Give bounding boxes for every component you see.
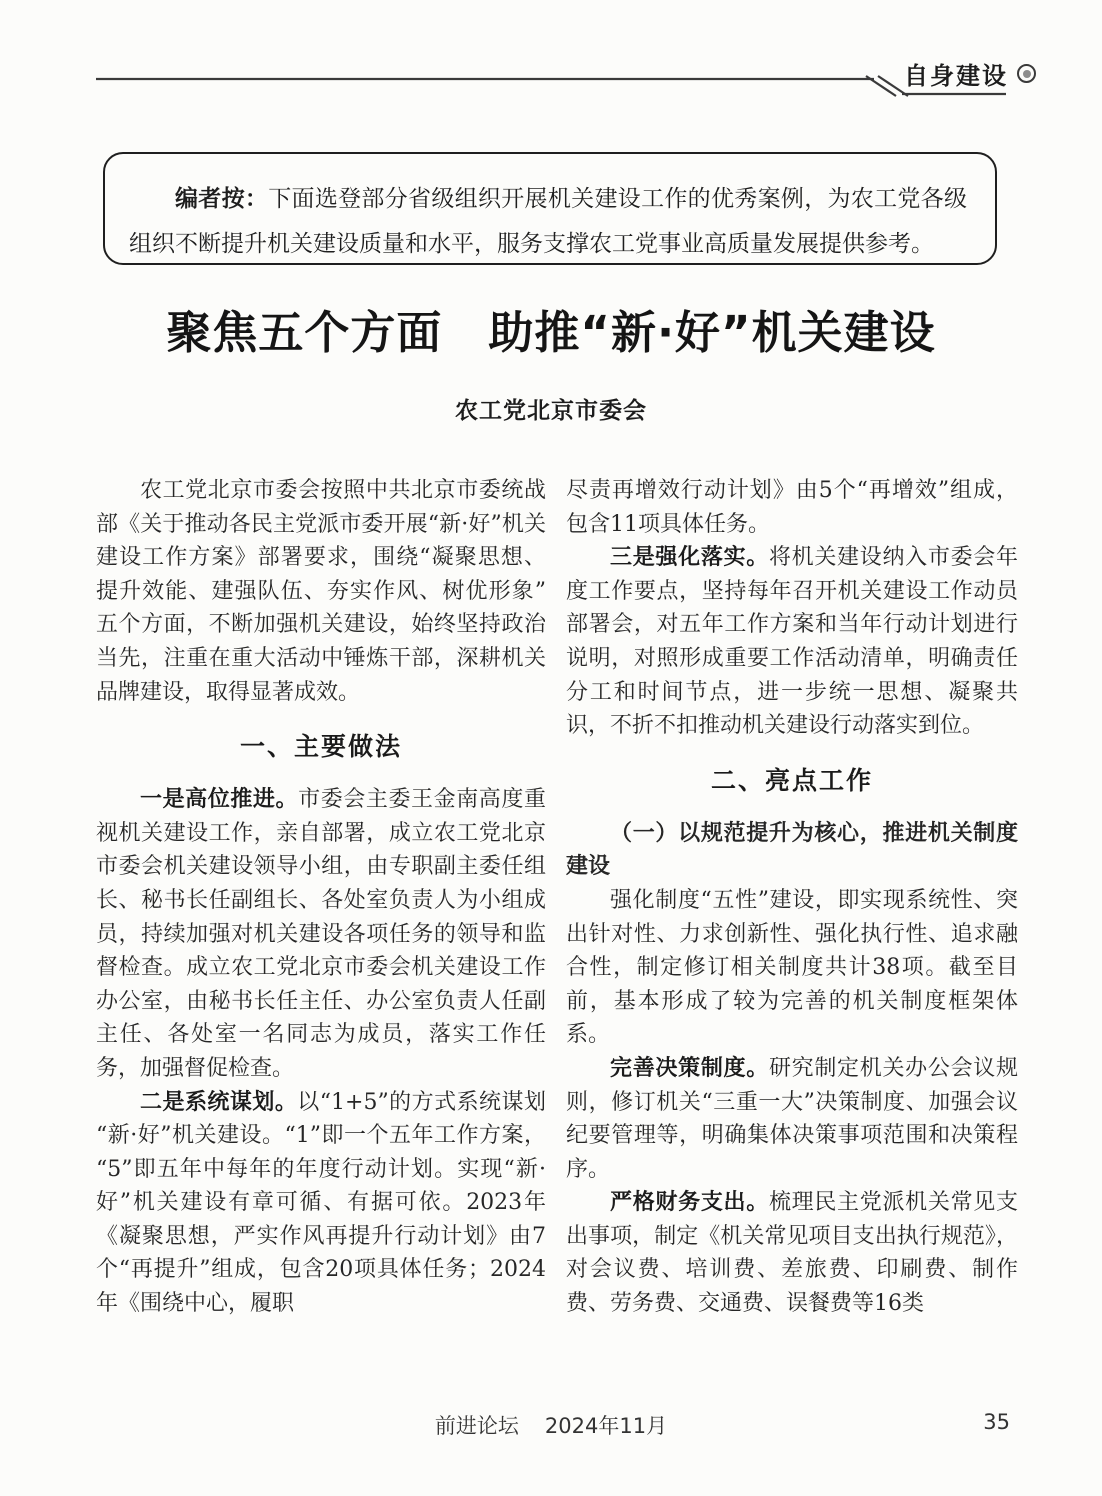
section-heading-1: 一、主要做法 bbox=[239, 732, 402, 762]
article-author: 农工党北京市委会 bbox=[455, 398, 647, 424]
paragraph bbox=[566, 1186, 1018, 1320]
left-column bbox=[96, 474, 546, 1321]
paragraph-lead: 二是系统谋划。 bbox=[140, 1088, 298, 1115]
paragraph-text: 梳理民主党派机关常见支出事项，制定《机关常见项目支出执行规范》，对会议费、培训费、差旅费、印刷费、制作费、劳务费、交通费、误餐费等16类 bbox=[566, 1190, 1018, 1317]
paragraph-lead: 完善决策制度。 bbox=[610, 1054, 769, 1081]
paragraph-lead: 三是强化落实。 bbox=[610, 544, 769, 571]
editor-note-label: 编者按： bbox=[175, 185, 269, 212]
section-label: 自身建设 bbox=[904, 61, 1008, 90]
paragraph-lead: 严格财务支出。 bbox=[610, 1189, 769, 1216]
sub-heading: （一）以规范提升为核心，推进机关制度建设 bbox=[566, 819, 1018, 880]
intro-paragraph: 农工党北京市委会按照中共北京市委统战部《关于推动各民主党派市委开展“新·好”机关建设工作方案》部署要求，围绕“凝聚思想、提升效能、建强队伍、夯实作风、树优形象”五个方面，不断加强机关建设，始终坚持政治当先，注重在重大活动中锤炼干部，深耕机关品牌建设，取得显著成效。 bbox=[96, 478, 546, 705]
editor-note-text: 下面选登部分省级组织开展机关建设工作的优秀案例，为农工党各级组织不断提升机关建设质量和水平，服务支撑农工党事业高质量发展提供参考。 bbox=[129, 186, 968, 257]
bullseye-dot bbox=[1023, 70, 1031, 78]
paragraph bbox=[566, 1052, 1018, 1186]
continuation-paragraph: 尽责再增效行动计划》由5个“再增效”组成，包含11项具体任务。 bbox=[566, 478, 1018, 537]
section-heading-2: 二、亮点工作 bbox=[710, 765, 873, 795]
editor-note-paragraph bbox=[129, 176, 967, 267]
paragraph-text: 以“1+5”的方式系统谋划“新·好”机关建设。“1”即一个五年工作方案，“5”即五年中每年的年度行动计划。实现“新·好”机关建设有章可循、有据可依。2023年《凝聚思想，严实作风再提升行动计划》由7个“再提升”组成，包含20项具体任务；2024年《围绕中心，履职 bbox=[96, 1089, 546, 1317]
paragraph bbox=[566, 541, 1018, 743]
journal-name: 前进论坛 bbox=[434, 1414, 519, 1438]
page-number: 35 bbox=[983, 1410, 1010, 1434]
paragraph-text: 强化制度“五性”建设，即实现系统性、突出针对性、力求创新性、强化执行性、追求融合性，制定修订相关制度共计38项。截至目前，基本形成了较为完善的机关制度框架体系。 bbox=[566, 887, 1018, 1048]
paragraph-text: 研究制定机关办公会议规则，修订机关“三重一大”决策制度、加强会议纪要管理等，明确集体决策事项范围和决策程序。 bbox=[566, 1055, 1018, 1182]
header-rule bbox=[0, 0, 1102, 110]
issue-date: 2024年11月 bbox=[544, 1414, 668, 1438]
paragraph-lead: 一是高位推进。 bbox=[140, 786, 299, 813]
paragraph-text: 市委会主委王金南高度重视机关建设工作，亲自部署，成立农工党北京市委会机关建设领导小组，由专职副主委任组长、秘书长任副组长、各处室负责人为小组成员，持续加强对机关建设各项任务的领导和监督检查。成立农工党北京市委会机关建设工作办公室，由秘书长任主任、办公室负责人任副主任、各处室一名同志为成员，落实工作任务，加强督促检查。 bbox=[96, 787, 546, 1081]
editor-note-box bbox=[103, 152, 997, 265]
paragraph-text: 将机关建设纳入市委会年度工作要点，坚持每年召开机关建设工作动员部署会，对五年工作方案和当年行动计划进行说明，对照形成重要工作活动清单，明确责任分工和时间节点，进一步统一思想、凝聚共识，不折不扣推动机关建设行动落实到位。 bbox=[566, 545, 1018, 739]
right-column bbox=[566, 474, 1018, 1321]
footer bbox=[0, 1410, 1102, 1440]
paragraph bbox=[96, 1086, 546, 1321]
paragraph bbox=[566, 884, 1018, 1052]
paragraph bbox=[96, 783, 546, 1085]
running-head bbox=[904, 56, 1036, 91]
article-title: 聚焦五个方面 助推“新·好”机关建设 bbox=[166, 306, 936, 359]
bullseye-icon bbox=[1017, 64, 1036, 83]
